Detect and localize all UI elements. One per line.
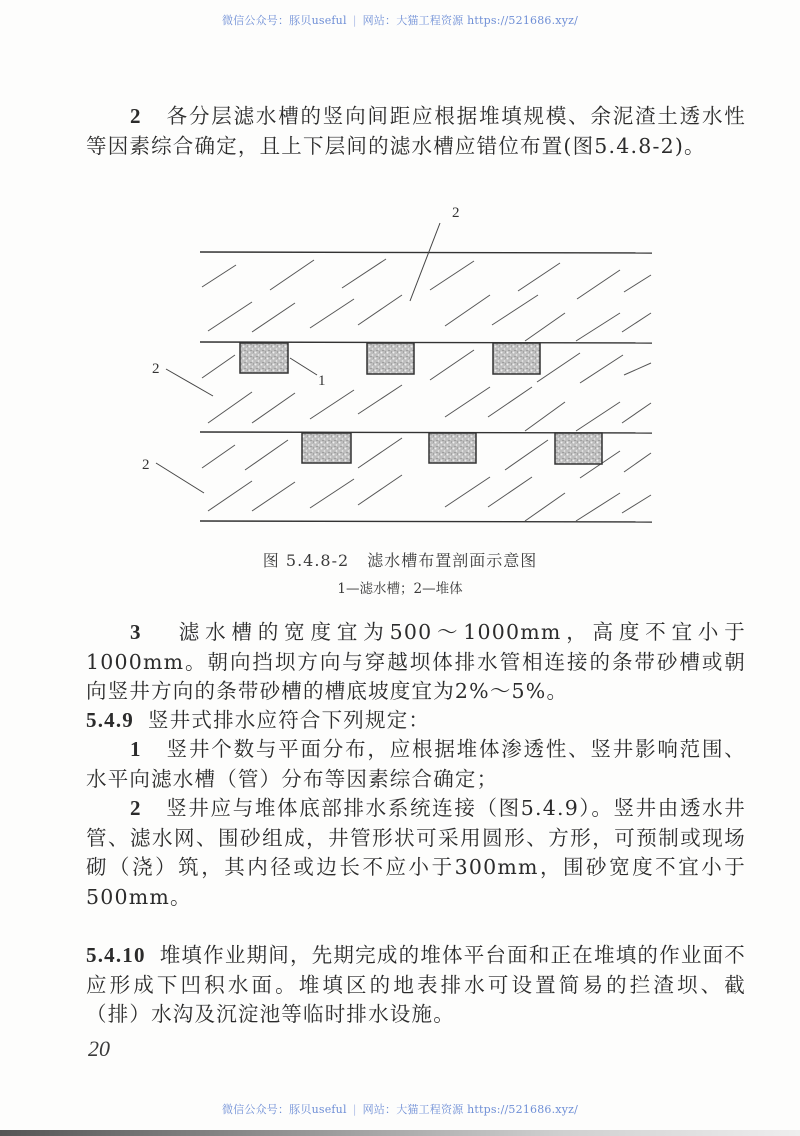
watermark-separator: | — [352, 14, 357, 27]
page-number: 20 — [88, 1036, 110, 1061]
scan-bottom-edge — [0, 1130, 800, 1136]
label-1: 1 — [318, 373, 326, 389]
section-5-4-9-item-2 — [86, 794, 746, 912]
item-number: 3 — [130, 620, 142, 644]
section-text: 竖井式排水应符合下列规定： — [148, 708, 431, 732]
filter-trench-section-diagram — [140, 195, 660, 535]
paragraph-item-2 — [86, 102, 746, 161]
label-2-bottom: 2 — [142, 457, 150, 473]
watermark-site: 网站：大猫工程资源 https://521686.xyz/ — [362, 14, 579, 27]
section-5-4-10 — [86, 941, 746, 1030]
section-5-4-9-item-1 — [86, 735, 746, 794]
item-text: 各分层滤水槽的竖向间距应根据堆填规模、余泥渣土透水性等因素综合确定，且上下层间的滤水槽应错位布置(图5.4.8-2)。 — [86, 104, 746, 158]
section-5-4-9 — [86, 706, 746, 736]
item-text: 竖井个数与平面分布，应根据堆体渗透性、竖井影响范围、水平向滤水槽（管）分布等因素综合确定； — [86, 737, 746, 791]
item-text: 滤水槽的宽度宜为500～1000mm，高度不宜小于1000mm。朝向挡坝方向与穿越坝体排水管相连接的条带砂槽或朝向竖井方向的条带砂槽的槽底坡度宜为2%～5%。 — [86, 620, 746, 703]
filter-trenches-upper — [240, 343, 540, 374]
watermark-wechat: 微信公众号：豚贝useful — [221, 14, 347, 27]
paragraph-item-3 — [86, 618, 746, 707]
label-2-top: 2 — [452, 205, 460, 221]
item-number: 1 — [130, 737, 142, 761]
figure-title: 滤水槽布置剖面示意图 — [367, 551, 538, 570]
filter-trenches-lower — [302, 433, 602, 464]
watermark-top — [0, 12, 800, 28]
item-number: 2 — [130, 796, 142, 820]
section-text: 堆填作业期间，先期完成的堆体平台面和正在堆填的作业面不应形成下凹积水面。堆填区的地表排水可设置简易的拦渣坝、截（排）水沟及沉淀池等临时排水设施。 — [86, 943, 746, 1026]
figure-number: 图 5.4.8-2 — [262, 551, 350, 570]
item-text: 竖井应与堆体底部排水系统连接（图5.4.9）。竖井由透水井管、滤水网、围砂组成，井管形状可采用圆形、方形，可预制或现场砌（浇）筑，其内径或边长不应小于300mm，围砂宽度不宜小于500mm。 — [86, 796, 746, 909]
figure-legend: 1—滤水槽；2—堆体 — [337, 581, 463, 597]
watermark-site: 网站：大猫工程资源 https://521686.xyz/ — [362, 1103, 579, 1116]
watermark-separator: | — [352, 1103, 357, 1116]
section-number: 5.4.10 — [86, 943, 146, 967]
item-number: 2 — [130, 104, 142, 128]
watermark-wechat: 微信公众号：豚贝useful — [221, 1103, 347, 1116]
section-number: 5.4.9 — [86, 708, 134, 732]
watermark-bottom — [0, 1101, 800, 1117]
figure-caption — [0, 548, 800, 571]
label-2-middle: 2 — [152, 361, 160, 377]
